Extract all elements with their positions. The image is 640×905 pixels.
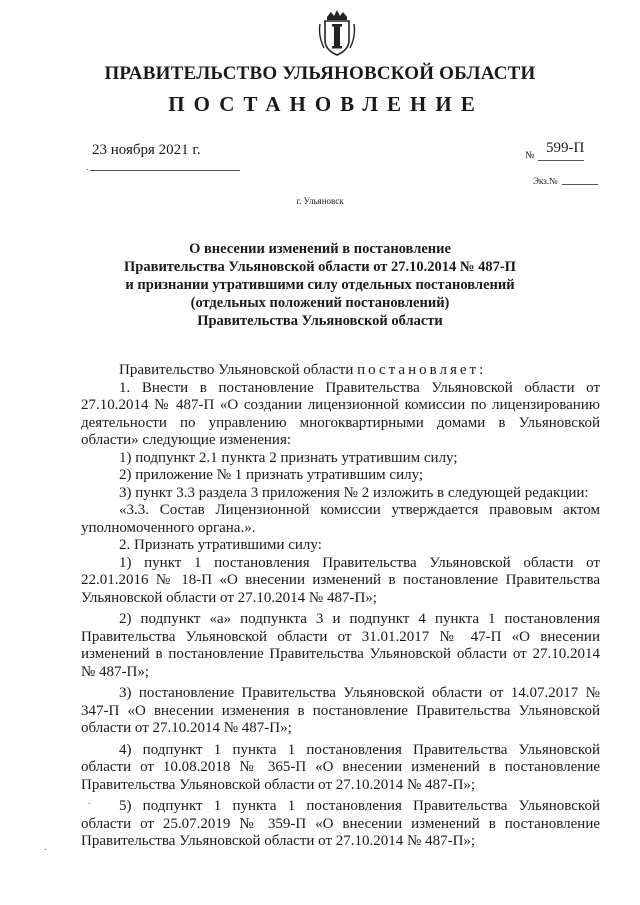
body-paragraph: 1. Внести в постановление Правительства Ульяновской области от 27.10.2014 № 487-П «О создании лицензионной комиссии по лицензированию деятельности по управлению многоквартирными домами в Ульяновской области» следующие изменения: [81,379,600,448]
coat-of-arms-emblem [318,8,356,58]
scan-speck: . [44,842,47,853]
body-paragraph: 3) постановление Правительства Ульяновской области от 14.07.2017 № 347-П «О внесении изменения в постановление Правительства Ульяновской области от 27.10.2014 № 487-П»; [81,685,600,736]
scan-speck: . [86,162,89,173]
document-type-title: ПОСТАНОВЛЕНИЕ [168,92,484,116]
scan-speck: . [88,796,91,807]
body-paragraph: 4) подпункт 1 пункта 1 постановления Правительства Ульяновской области от 10.08.2018 № 365-П «О внесении изменений в постановление Правительства Ульяновской области от 27.10.2014 № 487-П»; [81,741,600,793]
document-body [81,362,600,851]
government-title: ПРАВИТЕЛЬСТВО УЛЬЯНОВСКОЙ ОБЛАСТИ [104,63,536,84]
subject-line: О внесении изменений в постановление [189,241,451,257]
number-underline [538,160,584,161]
intro-resolves: постановляет: [357,362,487,378]
intro-paragraph [81,362,600,380]
date-underline [90,170,240,171]
subject-line: Правительства Ульяновской области [197,313,443,329]
subject-line: (отдельных положений постановлений) [190,295,450,311]
body-paragraph: 2. Признать утратившими силу: [119,537,322,553]
body-paragraph: 2) приложение № 1 признать утратившим силу; [119,467,424,483]
subject-line: и признании утратившими силу отдельных постановлений [125,277,515,293]
body-paragraph: 2) подпункт «а» подпункта 3 и подпункт 4 пункта 1 постановления Правительства Ульяновской области от 31.01.2017 № 47-П «О внесении изменений в постановление Правительства Ульяновской области от 27.10.2014 № 487-П»; [81,611,600,680]
body-paragraph: 1) подпункт 2.1 пункта 2 признать утратившим силу; [119,449,458,466]
copy-number-underline [562,184,598,185]
document-date: 23 ноября 2021 г. [92,142,201,158]
intro-prefix: Правительство Ульяновской области [119,362,358,378]
number-sign: № [525,150,535,161]
body-paragraph: «3.3. Состав Лицензионной комиссии утверждается правовым актом уполномоченного органа.». [81,502,600,536]
body-paragraph: 5) подпункт 1 пункта 1 постановления Правительства Ульяновской области от 25.07.2019 № 359-П «О внесении изменений в постановление Правительства Ульяновской области от 27.10.2014 № 487-П»; [81,798,600,849]
subject-line: Правительства Ульяновской области от 27.10.2014 № 487-П [124,259,516,275]
body-paragraph: 3) пункт 3.3 раздела 3 приложения № 2 изложить в следующей редакции: [119,484,589,501]
body-paragraph: 1) пункт 1 постановления Правительства Ульяновской области от 22.01.2016 № 18-П «О внесении изменений в постановление Правительства Ульяновской области от 27.10.2014 № 487-П»; [81,554,600,606]
document-subject [80,240,560,330]
copy-number-label: Экз.№ [533,176,558,186]
city-label: г. Ульяновск [296,196,344,206]
document-number: 599-П [546,140,585,156]
